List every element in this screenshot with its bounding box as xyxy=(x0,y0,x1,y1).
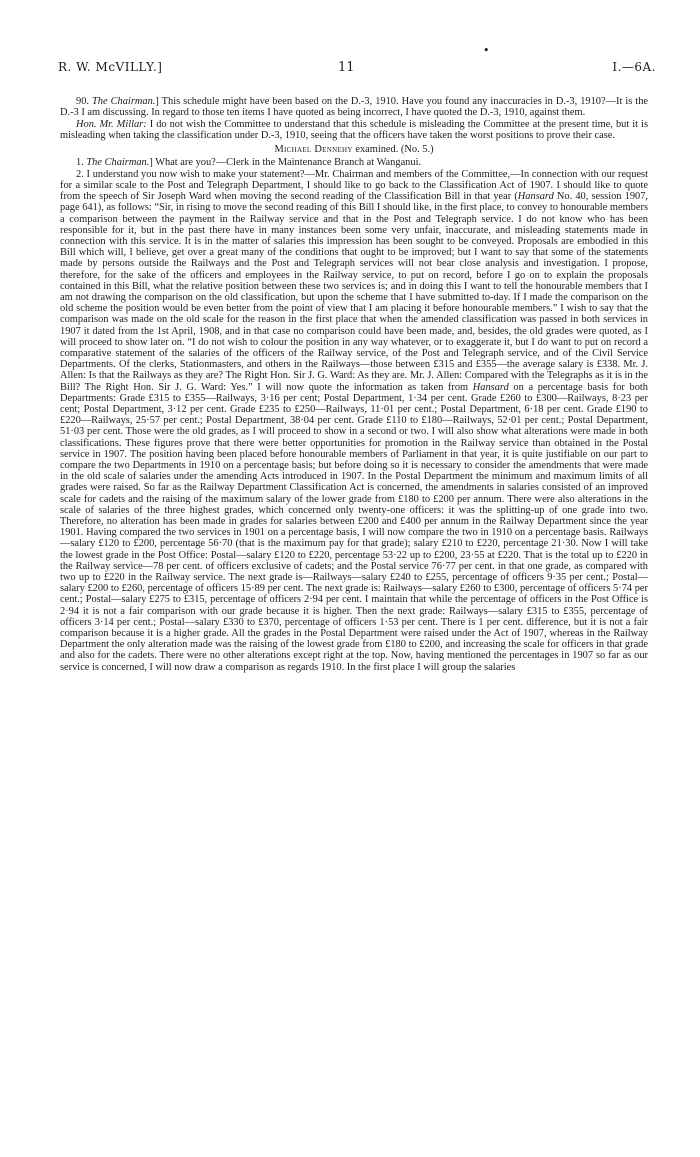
text-run: ] This schedule might have been based on the D.-3, 1910. Have you found any inaccuracies in D.-3, 1910?—It is the D.-3 I am discussing. In regard to those ten items I have quoted as being incorrect, I have quoted the D.-3, 1910, against them. xyxy=(60,96,648,119)
document-body xyxy=(60,96,648,673)
text-run: ] What are you?—Clerk in the Maintenance Branch at Wanganui. xyxy=(149,157,422,169)
small-caps-text: Michael Dennehy xyxy=(274,144,353,156)
page-number: 11 xyxy=(338,60,355,75)
paragraph xyxy=(60,169,648,673)
text-run: 90. xyxy=(76,96,93,107)
text-run: on a percentage basis for both Departments: Grade £315 to £355—Railways, 3·16 per cent; Postal Department, 1·34 per cent. Grade £260 to £300—Railways, 8·23 per cent; Postal Department, 3·12 per cent. Grade £235 to £250—Railways, 11·01 per cent.; Postal Department, 6·18 per cent. Grade £190 to £220—Railways, 25·57 per cent.; Postal Department, 38·04 per cent. Grade £110 to £180—Railways, 52·01 per cent.; Postal Department, 51·03 per cent. Those were the old grades, as I will proceed to show in a second or two. I will also show what alterations were made in both classifications. These figures prove that there were better opportunities for promotion in the Railway service than obtained in the Postal service in 1907. The position having been placed before honourable members of Parliament in that year, it is quite justifiable on our part to compare the two Departments in 1910 on a percentage basis; but before doing so it is necessary to consider the amendments that were made in the old scale of salaries under the amending Acts introduced in 1907. In the Postal Department the minimum and maximum limits of all grades were raised. So far as the Railway Department Classification Act is concerned, the amendments in salaries consisted of an improved scale for cadets and the raising of the maximum salary of the lower grade from £180 to £200 per annum. There were also alterations in the scale of salaries of the three highest grades, which concerned only twenty-one officers: it was the splitting-up of one grade into two. Therefore, no alteration has been made in grades for salaries between £200 and £400 per annum in the Railway Department since the year 1901. Having compared the two services in 1901 on a percentage basis, I will now compare the two in 1910 on a percentage basis. Railways—salary £120 to £200, percentage 56·70 (that is the maximum pay for that grade); salary £210 to £220, percentage 21·30. Now I will take the lowest grade in the Post Office: Postal—salary £120 to £220, percentage 53·22 up to £200, 23·55 at £220. That is the total up to £220 in the Railway service—78 per cent. of officers exclusive of cadets; and the Postal service 76·77 per cent. in that one grade, as compared with two up to £220 in the Railway service. The next grade is—Railways—salary £240 to £255, percentage of officers 9·35 per cent.; Postal—salary £200 to £260, percentage of officers 15·89 per cent. The next grade is: Railways—salary £260 to £300, percentage of officers 5·74 per cent.; Postal—salary £275 to £315, percentage of officers 2·94 per cent. I maintain that while the percentage of officers in the Post Office is 2·94 it is not a fair comparison with our grade because it is higher. Then the next grade: Railways—salary £315 to £355, percentage of officers 3·14 per cent.; Postal—salary £330 to £370, percentage of officers 1·53 per cent. There is 1 per cent. difference, but it is not a fair comparison because it is a higher grade. All the grades in the Postal Department were raised under the Act of 1907, whereas in the Railway Department the only alteration made was the raising of the lowest grade from £180 to £200, and increasing the scale for officers in that grade and also for the cadets. There were no other alterations except right at the top. Now, having mentioned the percentages in 1907 so far as our service is concerned, I will now draw a comparison as regards 1910. In the first place I will group the salaries xyxy=(60,381,648,673)
italic-text: Hon. Mr. Millar: xyxy=(76,118,147,130)
text-run: 2. I understand you now wish to make your statement?—Mr. Chairman and members of the Committee,—In connection with our request for a similar scale to the Post and Telegraph Department, I should like to go back to the Classification Act of 1907. I should like to quote from the speech of Sir Joseph Ward when moving the second reading of the Classification Bill in that year ( xyxy=(60,168,648,203)
italic-text: Hansard xyxy=(517,191,554,203)
paragraph xyxy=(60,119,648,142)
text-run: examined. (No. 5.) xyxy=(352,144,434,156)
italic-text: Hansard xyxy=(472,381,509,393)
paragraph xyxy=(60,96,648,119)
italic-text: The Chairman. xyxy=(86,157,150,169)
paragraph xyxy=(60,157,648,168)
running-header xyxy=(58,60,656,78)
header-witness-name: R. W. McVILLY.] xyxy=(58,60,163,74)
text-run: 1. xyxy=(76,157,87,169)
paper-reference: I.—6A. xyxy=(612,60,656,74)
text-run: I do not wish the Committee to understand that this schedule is misleading the Committee at the present time, but it is misleading when taking the classification under D.-3, 1910, seeing that the officers have taken the worst positions to prove their case. xyxy=(60,118,648,141)
italic-text: The Chairman. xyxy=(92,96,156,107)
text-run: No. 40, session 1907, page 641), as follows: “Sir, in rising to move the second reading of this Bill I should like, in the first place, to convey to honourable members a comparison between the payment in the Railway service and that in the Post and Telegraph service. I do not know who has been responsible for it, but in the past there have in many instances been some very unfair, inaccurate, and misleading statements made in connection with this service. It is in the matter of salaries this impression has been sought to be conveyed. Proposals are embodied in this Bill which will, I believe, get over a great many of the conditions that ought to be improved; but I want to say that some of the statements made by persons outside the Railways and the Post and Telegraph services will not bear close analysis and investigation. I propose, therefore, for the sake of the officers and employees in the Railway service, to put on record, before I go on to explain the proposals contained in this Bill, what the relative position between these two services is; and in doing this I want to tell the honourable members that I am not drawing the comparison on the old classification, but upon the scheme that I have submitted to-day. If I made the comparison on the old scheme the position would be even better from the point of view that I am placing it before honourable members.” I wish to say that the comparison was made on the old scale for the reason in the first place that when the amended classification was passed in both services in 1907 it dated from the 1st April, 1908, and in that case no comparison could have been made, and, besides, the old grades were quoted, as I will proceed to show later on. “I do not wish to colour the position in any way whatever, or to exaggerate it, but I do want to put on record a comparative statement of the salaries of the officers of the Railway service, of the Post and Telegraph service, and of the Civil Service Departments. Of the clerks, Stationmasters, and others in the Railways—those between £315 and £355—the average salary is £338. Mr. J. Allen: Is that the Railways as they are? The Right Hon. Sir J. G. Ward: As they are. Mr. J. Allen: Compared with the Telegraphs as it is in the Bill? The Right Hon. Sir J. G. Ward: Yes.” I will now quote the information as taken from xyxy=(60,191,648,393)
witness-heading xyxy=(60,144,648,155)
page-mark: • xyxy=(483,44,490,57)
